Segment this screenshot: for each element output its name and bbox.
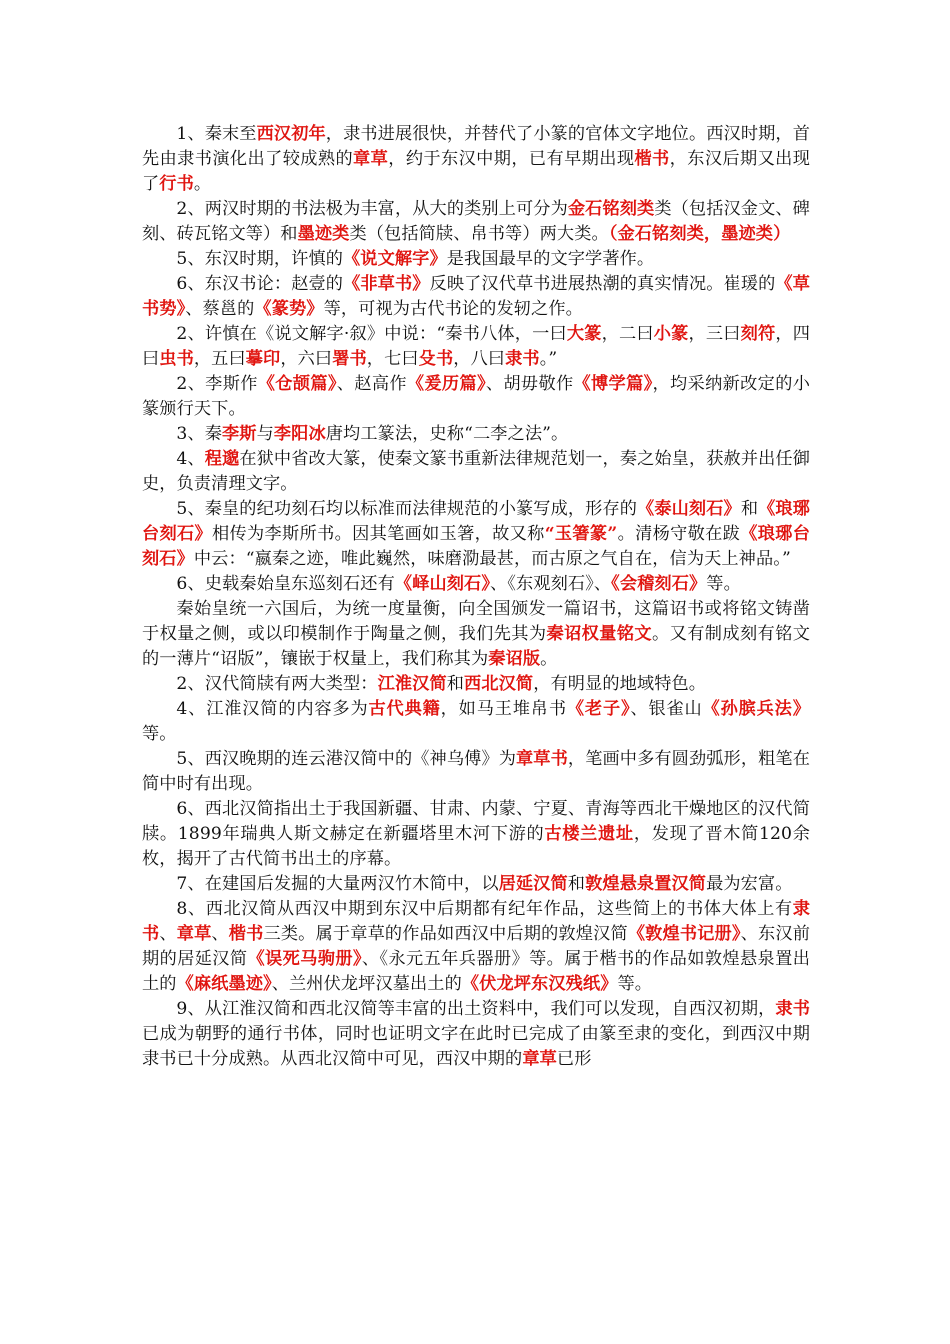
- paragraph: [142, 597, 810, 672]
- text-run: 。清杨守敬在跋: [617, 524, 741, 544]
- text-run: 相传为李斯所书。因其笔画如玉箸，故又称: [212, 524, 545, 544]
- paragraph: [142, 797, 810, 872]
- text-run: 唐均工篆法，史称“二李之法”。: [325, 424, 569, 444]
- text-run: 6、史载秦始皇东巡刻石还有: [176, 574, 395, 594]
- highlighted-term: 金石铭刻类: [567, 199, 655, 219]
- text-run: 等。: [706, 574, 741, 594]
- text-run: 与: [256, 424, 274, 444]
- highlighted-term: 古楼兰遗址: [544, 824, 634, 844]
- text-run: 2、汉代简牍有两大类型：: [176, 674, 378, 694]
- text-run: 反映了汉代草书进展热潮的真实情况。崔瑗的: [429, 274, 776, 294]
- text-run: ，六曰: [280, 349, 333, 369]
- text-run: 、银雀山: [630, 699, 703, 719]
- highlighted-term: 《篆势》: [254, 299, 324, 319]
- text-run: 。又有制成刻有铭文的一薄片“诏版”，镶嵌于权量上，我们称其为: [142, 624, 810, 669]
- highlighted-term: 章草: [522, 1049, 557, 1069]
- highlighted-term: 章草书: [516, 749, 568, 769]
- text-run: ，发现了晋木简120余枚，揭开了古代简书出土的序幕。: [142, 824, 810, 869]
- highlighted-term: 《伏龙坪东汉残纸》: [461, 974, 618, 994]
- text-run: 5、东汉时期，许慎的: [176, 249, 344, 269]
- paragraph: [142, 672, 810, 697]
- text-run: ，如马王堆帛书: [440, 699, 567, 719]
- paragraph: [142, 872, 810, 897]
- text-run: 、: [159, 924, 177, 944]
- text-run: ，五曰: [193, 349, 246, 369]
- text-run: 、蔡邕的: [185, 299, 255, 319]
- highlighted-term: 《草书势》: [142, 274, 810, 319]
- highlighted-term: 秦诏权量铭文: [546, 624, 653, 644]
- text-run: 、《永元五年兵器册》等。属于楷书的作品如敦煌悬泉置出土的: [142, 949, 810, 994]
- paragraph: [142, 372, 810, 422]
- highlighted-term: 《说文解字》: [343, 249, 447, 269]
- text-run: 。: [193, 174, 212, 194]
- highlighted-term: 江淮汉简: [377, 674, 447, 694]
- highlighted-term: 《麻纸墨迹》: [176, 974, 272, 994]
- highlighted-term: 刻符: [740, 324, 776, 344]
- text-run: 、赵高作: [336, 374, 407, 394]
- text-run: 等，可视为古代书论的发轫之作。: [323, 299, 583, 319]
- highlighted-term: 西汉初年: [256, 124, 326, 144]
- text-run: 。”: [539, 349, 558, 369]
- highlighted-term: 章草: [353, 149, 389, 169]
- text-run: ，隶书进展很快，并替代了小篆的官体文字地位。西汉时期，首先由隶书演化出了较成熟的: [142, 124, 811, 169]
- text-run: 中云：“嬴秦之迹，唯此巍然，味磨泐最甚，而古原之气自在，信为天上神品。”: [193, 549, 791, 569]
- highlighted-term: 西北汉简: [464, 674, 534, 694]
- text-run: 、东汉前期的居延汉简: [142, 924, 810, 969]
- paragraph: [142, 997, 810, 1072]
- text-run: 秦始皇统一六国后，为统一度量衡，向全国颁发一篇诏书，这篇诏书或将铭文铸凿于权量之侧，或以印模制作于陶量之侧，我们先其为: [142, 599, 810, 644]
- paragraph: [142, 697, 810, 747]
- text-run: 5、西汉晚期的连云港汉简中的《神乌傅》为: [176, 749, 517, 769]
- highlighted-term: 《泰山刻石》: [637, 499, 741, 519]
- paragraph: [142, 497, 810, 572]
- text-run: 7、在建国后发掘的大量两汉竹木简中，以: [176, 874, 499, 894]
- highlighted-term: 《爰历篇》: [406, 374, 486, 394]
- text-run: 、兰州伏龙坪汉墓出土的: [271, 974, 462, 994]
- highlighted-term: （金石铭刻类，墨迹类）: [608, 224, 791, 244]
- text-run: 类（包括汉金文、碑刻、砖瓦铭文等）和: [142, 199, 810, 244]
- text-run: 最为宏富。: [706, 874, 793, 894]
- highlighted-term: 小篆: [653, 324, 689, 344]
- highlighted-term: 《仓颉篇》: [257, 374, 337, 394]
- text-run: 已形: [556, 1049, 592, 1069]
- paragraph: [142, 897, 810, 997]
- highlighted-term: 居延汉简: [498, 874, 568, 894]
- paragraph: [142, 272, 810, 322]
- text-run: 3、秦: [176, 424, 223, 444]
- highlighted-term: 《非草书》: [343, 274, 430, 294]
- paragraph: [142, 447, 810, 497]
- text-run: 是我国最早的文字学著作。: [446, 249, 655, 269]
- text-run: ，有明显的地域特色。: [533, 674, 707, 694]
- text-run: 4、: [176, 449, 205, 469]
- text-run: 、: [211, 924, 229, 944]
- paragraph: [142, 197, 810, 247]
- text-run: 9、从江淮汉简和西北汉简等丰富的出土资料中，我们可以发现，自西汉初期，: [176, 999, 776, 1019]
- text-run: 。: [540, 649, 558, 669]
- highlighted-term: 章草: [176, 924, 212, 944]
- highlighted-term: 隶书: [142, 899, 810, 944]
- text-run: 5、秦皇的纪功刻石均以标准而法律规范的小篆写成，形存的: [176, 499, 638, 519]
- highlighted-term: 殳书: [418, 349, 454, 369]
- highlighted-term: 《琅琊台刻石》: [142, 524, 810, 569]
- text-run: 等。: [617, 974, 653, 994]
- text-run: ，七曰: [366, 349, 419, 369]
- text-run: 类（包括简牍、帛书等）两大类。: [349, 224, 609, 244]
- highlighted-term: 秦诏版: [488, 649, 541, 669]
- text-run: 、胡毋敬作: [485, 374, 574, 394]
- text-run: 6、西北汉简指出土于我国新疆、甘肃、内蒙、宁夏、青海等西北干燥地区的汉代简牍。1899年瑞典人斯文赫定在新疆塔里木河下游的: [142, 799, 810, 844]
- text-run: ，约于东汉中期，已有早期出现: [388, 149, 635, 169]
- paragraph: [142, 747, 810, 797]
- text-run: ，二曰: [601, 324, 654, 344]
- highlighted-term: 李斯: [222, 424, 257, 444]
- highlighted-term: 《敦煌书记册》: [627, 924, 741, 944]
- highlighted-term: 李阳冰: [273, 424, 326, 444]
- text-run: ，东汉后期又出现了: [142, 149, 811, 194]
- highlighted-term: 行书: [159, 174, 194, 194]
- paragraph: [142, 247, 810, 272]
- highlighted-term: 隶书: [505, 349, 540, 369]
- text-run: 已成为朝野的通行书体，同时也证明文字在此时已完成了由篆至隶的变化，到西汉中期隶书已十分成熟。从西北汉简中可见，西汉中期的: [142, 1024, 810, 1069]
- highlighted-term: 署书: [332, 349, 367, 369]
- highlighted-term: 程邈: [204, 449, 240, 469]
- text-run: ，八曰: [453, 349, 506, 369]
- highlighted-term: 虫书: [159, 349, 194, 369]
- highlighted-term: “玉箸篆”: [544, 524, 618, 544]
- text-run: 等。: [142, 724, 177, 744]
- text-run: ，三曰: [688, 324, 741, 344]
- highlighted-term: 《误死马驹册》: [247, 949, 362, 969]
- text-run: 8、西北汉简从西汉中期到东汉中后期都有纪年作品，这些简上的书体大体上有: [176, 899, 793, 919]
- text-run: ，笔画中多有圆劲弧形，粗笔在简中时有出现。: [142, 749, 811, 794]
- highlighted-term: 大篆: [566, 324, 602, 344]
- paragraph: [142, 122, 810, 197]
- paragraph: [142, 322, 810, 372]
- text-run: 2、李斯作: [176, 374, 258, 394]
- text-run: 4、江淮汉简的内容多为: [176, 699, 369, 719]
- highlighted-term: 《会稽刻石》: [611, 574, 707, 594]
- highlighted-term: 《孙膑兵法》: [702, 699, 810, 719]
- highlighted-term: 《博学篇》: [573, 374, 653, 394]
- highlighted-term: 隶书: [775, 999, 810, 1019]
- text-run: 1、秦末至: [176, 124, 257, 144]
- highlighted-term: 楷书: [634, 149, 670, 169]
- text-run: 2、两汉时期的书法极为丰富，从大的类别上可分为: [176, 199, 568, 219]
- highlighted-term: 楷书: [228, 924, 264, 944]
- text-run: 和: [567, 874, 586, 894]
- highlighted-term: 墨迹类: [297, 224, 350, 244]
- text-run: ，四曰: [142, 324, 811, 369]
- text-run: ，均采纳新改定的小篆颁行天下。: [142, 374, 810, 419]
- text-run: 和: [446, 674, 465, 694]
- document-body: [142, 122, 810, 1072]
- text-run: 2、许慎在《说文解字·叙》中说：“秦书八体，一曰: [176, 324, 567, 344]
- highlighted-term: 敦煌悬泉置汉简: [585, 874, 707, 894]
- highlighted-term: 《峄山刻石》: [394, 574, 491, 594]
- text-run: 在狱中省改大篆，使秦文篆书重新法律规范划一，奏之始皇，获赦并出任御史，负责清理文字。: [142, 449, 810, 494]
- paragraph: [142, 422, 810, 447]
- text-run: 三类。属于章草的作品如西汉中后期的敦煌汉简: [263, 924, 628, 944]
- highlighted-term: 《老子》: [566, 699, 631, 719]
- text-run: 和: [740, 499, 759, 519]
- paragraph: [142, 572, 810, 597]
- highlighted-term: 摹印: [245, 349, 281, 369]
- text-run: 6、东汉书论：赵壹的: [176, 274, 344, 294]
- highlighted-term: 《琅琊台刻石》: [142, 499, 810, 544]
- text-run: 、《东观刻石》、: [490, 574, 612, 594]
- highlighted-term: 古代典籍: [368, 699, 441, 719]
